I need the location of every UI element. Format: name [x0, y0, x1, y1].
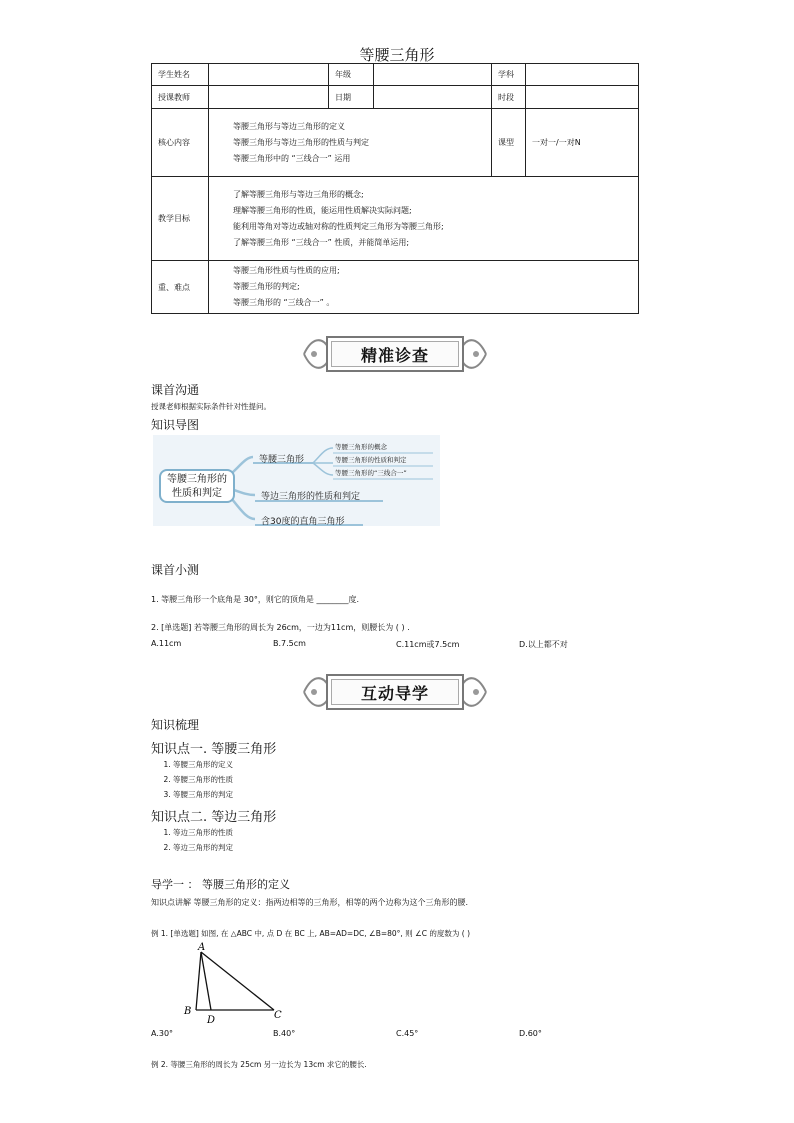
banner-title: 互动导学: [360, 684, 429, 703]
knowledge-point-1-list: [151, 757, 233, 802]
mind-map: [153, 435, 440, 526]
page-title: 等腰三角形: [359, 46, 435, 64]
example-option: D.60°: [519, 1029, 542, 1038]
section-map-heading: 知识导图: [151, 418, 200, 432]
goal-line: 了解等腰三角形 “三线合一” 性质，并能简单运用;: [233, 237, 410, 247]
mind-map-branch: 等腰三角形: [259, 455, 305, 465]
date-label: 日期: [329, 86, 374, 109]
mind-map-root: 等腰三角形的 性质和判定: [159, 469, 235, 503]
knowledge-point-2-list: [151, 825, 233, 855]
teacher-value: [209, 86, 329, 109]
mind-map-branch: 含30度的直角三角形: [261, 517, 345, 527]
core-line: 等腰三角形与等边三角形的性质与判定: [233, 137, 369, 147]
quiz-option: C.11cm或7.5cm: [396, 640, 460, 649]
mind-map-branch: 等边三角形的性质和判定: [261, 492, 361, 502]
guide-1-title: 导学一 ： 等腰三角形的定义: [151, 878, 290, 891]
core-content: [209, 109, 492, 177]
vertex-label: C: [274, 1010, 282, 1021]
quiz-question-1: 1. 等腰三角形一个底角是 30°，则它的顶角是 ________度.: [151, 595, 359, 604]
quiz-option: D.以上都不对: [519, 640, 568, 649]
segment-ac: [201, 952, 274, 1010]
student-value: [209, 64, 329, 86]
vertex-label: B: [184, 1006, 192, 1017]
banner-title: 精准诊查: [360, 346, 429, 365]
grade-label: 年级: [329, 64, 374, 86]
quiz-option: A.11cm: [151, 639, 182, 648]
grade-value: [374, 64, 492, 86]
section-quiz-heading: 课首小测: [151, 563, 200, 577]
section-intro-heading: 课首沟通: [151, 383, 200, 397]
mind-map-leaf: 等腰三角形的性质和判定: [335, 456, 407, 464]
teacher-label: 授课教师: [152, 86, 209, 109]
quiz-option: B.7.5cm: [273, 639, 306, 648]
key-label: 重、难点: [152, 261, 209, 314]
goal-line: 能利用等角对等边或轴对称的性质判定三角形为等腰三角形;: [233, 221, 444, 231]
knowledge-point-1-title: 知识点一. 等腰三角形: [151, 742, 277, 757]
key-content: [209, 261, 639, 314]
goal-content: [209, 177, 639, 261]
example-option: A.30°: [151, 1029, 174, 1038]
mind-map-leaf: 等腰三角形的“三线合一”: [335, 469, 407, 477]
vertex-label: A: [198, 942, 206, 953]
key-line: 等腰三角形的判定;: [233, 282, 300, 291]
key-line: 等腰三角形性质与性质的应用;: [233, 266, 340, 275]
knowledge-point-2-title: 知识点二. 等边三角形: [151, 810, 277, 825]
core-label: 核心内容: [152, 109, 209, 177]
period-value: [526, 86, 639, 109]
example-2: 例 2. 等腰三角形的周长为 25cm 另一边长为 13cm 求它的腰长.: [151, 1060, 367, 1069]
type-label: 课型: [492, 109, 526, 177]
info-table: [151, 63, 639, 314]
subject-label: 学科: [492, 64, 526, 86]
period-label: 时段: [492, 86, 526, 109]
key-line: 等腰三角形的 “三线合一” 。: [233, 298, 335, 307]
vertex-label: D: [207, 1015, 216, 1025]
type-value: 一对一/一对N: [526, 109, 639, 177]
core-line: 等腰三角形与等边三角形的定义: [233, 121, 345, 131]
goal-line: 了解等腰三角形与等边三角形的概念;: [233, 189, 364, 199]
core-line: 等腰三角形中的 “三线合一” 运用: [233, 153, 351, 163]
section-banner-guided: [300, 671, 490, 713]
list-item: 1. 等边三角形的性质: [173, 825, 233, 840]
list-item: 2. 等边三角形的判定: [173, 840, 233, 855]
list-item: 1. 等腰三角形的定义: [173, 757, 233, 772]
student-label: 学生姓名: [152, 64, 209, 86]
example-option: C.45°: [396, 1029, 419, 1038]
guide-1-text: 知识点讲解 等腰三角形的定义：指两边相等的三角形，相等的两个边称为这个三角形的腰.: [151, 898, 469, 907]
goal-line: 理解等腰三角形的性质，能运用性质解决实际问题;: [233, 205, 412, 215]
example-option: B.40°: [273, 1029, 296, 1038]
section-banner-diagnosis: [300, 333, 490, 375]
date-value: [374, 86, 492, 109]
mind-map-leaf: 等腰三角形的概念: [335, 443, 387, 451]
intro-text: 授课老师根据实际条件针对性提问。: [151, 402, 271, 411]
section-knowledge-heading: 知识梳理: [151, 718, 200, 732]
quiz-question-2: 2. [单选题] 若等腰三角形的周长为 26cm，一边为11cm，则腰长为 ( ) .: [151, 623, 410, 632]
segment-ad: [201, 952, 211, 1010]
goal-label: 教学目标: [152, 177, 209, 261]
subject-value: [526, 64, 639, 86]
example-1: 例 1. [单选题] 如图, 在 △ABC 中, 点 D 在 BC 上, AB=AD=DC, ∠B=80°, 则 ∠C 的度数为 ( ): [151, 929, 471, 938]
segment-ab: [196, 952, 201, 1010]
list-item: 2. 等腰三角形的性质: [173, 772, 233, 787]
triangle-figure: [176, 940, 288, 1025]
list-item: 3. 等腰三角形的判定: [173, 787, 233, 802]
